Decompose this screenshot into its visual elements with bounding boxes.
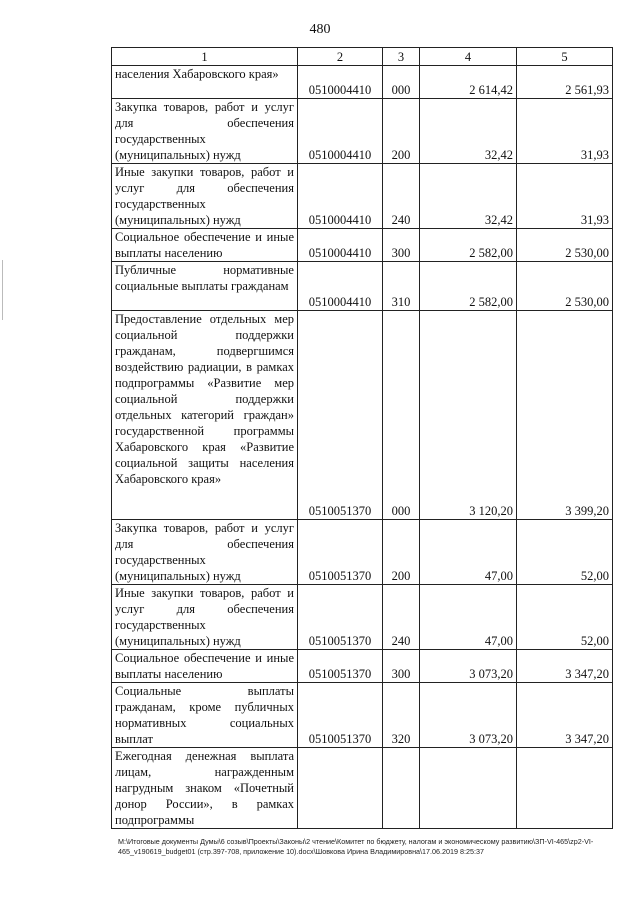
row-description: Иные закупки товаров, работ и услуг для обеспечения государственных (муниципальных) нужд [112, 164, 298, 229]
row-amount-year2: 2 561,93 [517, 66, 613, 99]
row-amount-year2: 31,93 [517, 99, 613, 164]
row-expense-type: 000 [383, 311, 420, 520]
row-amount-year2: 2 530,00 [517, 262, 613, 311]
table-row [112, 585, 613, 650]
row-description: населения Хабаровского края» [112, 66, 298, 99]
row-amount-year1: 3 073,20 [420, 683, 517, 748]
row-description: Публичные нормативные социальные выплаты гражданам [112, 262, 298, 311]
row-target-code: 0510004410 [298, 66, 383, 99]
row-amount-year1: 2 582,00 [420, 262, 517, 311]
row-expense-type: 240 [383, 164, 420, 229]
table-row [112, 229, 613, 262]
row-description: Закупка товаров, работ и услуг для обеспечения государственных (муниципальных) нужд [112, 99, 298, 164]
row-target-code: 0510004410 [298, 229, 383, 262]
table-row [112, 683, 613, 748]
row-expense-type: 240 [383, 585, 420, 650]
row-target-code: 0510004410 [298, 99, 383, 164]
table-row [112, 650, 613, 683]
table-row [112, 262, 613, 311]
col-header-5: 5 [517, 48, 613, 66]
row-amount-year1: 47,00 [420, 520, 517, 585]
row-amount-year1: 32,42 [420, 164, 517, 229]
row-amount-year2: 3 399,20 [517, 311, 613, 520]
row-expense-type [383, 748, 420, 829]
table-row [112, 748, 613, 829]
table-row [112, 164, 613, 229]
row-amount-year2 [517, 748, 613, 829]
row-amount-year1: 2 614,42 [420, 66, 517, 99]
row-amount-year1: 3 120,20 [420, 311, 517, 520]
table-row [112, 311, 613, 520]
page-number: 480 [309, 22, 331, 37]
row-target-code: 0510051370 [298, 650, 383, 683]
row-target-code: 0510004410 [298, 164, 383, 229]
table-header-row [112, 48, 613, 66]
col-header-3: 3 [383, 48, 420, 66]
row-amount-year2: 2 530,00 [517, 229, 613, 262]
row-expense-type: 320 [383, 683, 420, 748]
row-amount-year2: 3 347,20 [517, 650, 613, 683]
row-description: Ежегодная денежная выплата лицам, награжденным нагрудным знаком «Почетный донор России», в рамках подпрограммы [112, 748, 298, 829]
row-target-code: 0510051370 [298, 683, 383, 748]
row-amount-year2: 3 347,20 [517, 683, 613, 748]
table-row [112, 66, 613, 99]
budget-table [111, 47, 613, 829]
row-amount-year1: 32,42 [420, 99, 517, 164]
row-amount-year2: 52,00 [517, 585, 613, 650]
row-amount-year1: 3 073,20 [420, 650, 517, 683]
row-amount-year2: 31,93 [517, 164, 613, 229]
row-target-code: 0510051370 [298, 520, 383, 585]
margin-mark [2, 260, 3, 320]
row-expense-type: 200 [383, 99, 420, 164]
row-description: Предоставление отдельных мер социальной поддержки гражданам, подвергшимся воздействию радиации, в рамках подпрограммы «Развитие мер социальной поддержки отдельных категорий граждан» государственной программы Хабаровского края «Развитие социальной защиты населения Хабаровского края» [112, 311, 298, 520]
col-header-1: 1 [112, 48, 298, 66]
col-header-4: 4 [420, 48, 517, 66]
row-description: Социальные выплаты гражданам, кроме публичных нормативных социальных выплат [112, 683, 298, 748]
table-row [112, 99, 613, 164]
document-path-footer: M:\Итоговые документы Думы\6 созыв\Проекты\Законы\2 чтение\Комитет по бюджету, налогам и экономическому развитию\ЗП-VI-465\zp2-VI-465_v190619_budget01 (стр.397-708, приложение 10).docx\Шовкова Ирина Владимировна\17.06.2019 8:25:37 [118, 837, 594, 856]
row-amount-year1: 47,00 [420, 585, 517, 650]
table-row [112, 520, 613, 585]
row-expense-type: 310 [383, 262, 420, 311]
row-target-code: 0510004410 [298, 262, 383, 311]
row-description: Социальное обеспечение и иные выплаты населению [112, 229, 298, 262]
row-target-code: 0510051370 [298, 585, 383, 650]
row-expense-type: 300 [383, 229, 420, 262]
row-expense-type: 200 [383, 520, 420, 585]
col-header-2: 2 [298, 48, 383, 66]
row-expense-type: 300 [383, 650, 420, 683]
row-description: Социальное обеспечение и иные выплаты населению [112, 650, 298, 683]
row-amount-year1 [420, 748, 517, 829]
row-amount-year1: 2 582,00 [420, 229, 517, 262]
row-expense-type: 000 [383, 66, 420, 99]
row-target-code [298, 748, 383, 829]
row-description: Закупка товаров, работ и услуг для обеспечения государственных (муниципальных) нужд [112, 520, 298, 585]
row-description: Иные закупки товаров, работ и услуг для обеспечения государственных (муниципальных) нужд [112, 585, 298, 650]
row-amount-year2: 52,00 [517, 520, 613, 585]
row-target-code: 0510051370 [298, 311, 383, 520]
